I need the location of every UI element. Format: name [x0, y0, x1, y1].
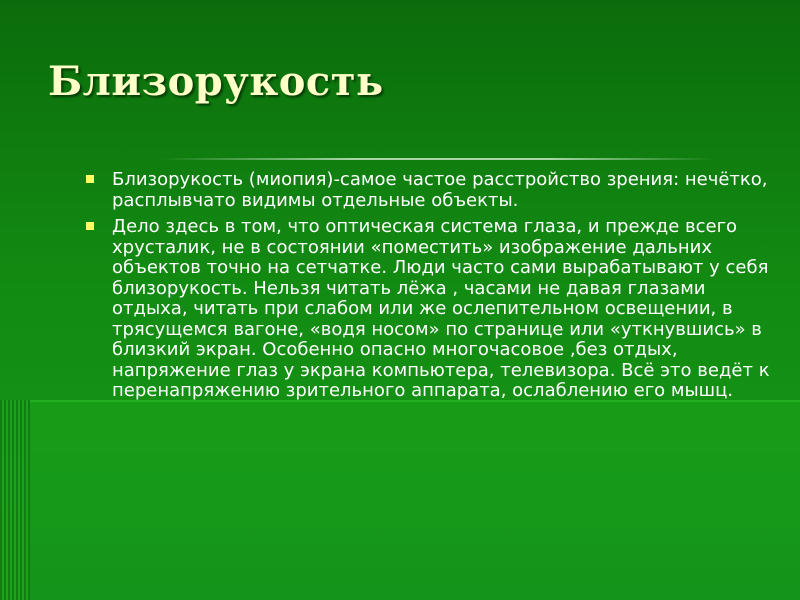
title-divider — [160, 158, 715, 160]
list-item — [86, 217, 776, 402]
bullet-text: Близорукость (миопия)-самое частое расстройство зрения: нечётко, расплывчато видимы отдельные объекты. — [112, 169, 768, 211]
square-bullet-icon — [86, 222, 94, 230]
bullet-list — [86, 170, 776, 408]
slide-title: Близорукость — [48, 58, 384, 105]
list-item — [86, 170, 776, 211]
square-bullet-icon — [86, 175, 94, 183]
decorative-band — [30, 400, 800, 600]
bullet-text: Дело здесь в том, что оптическая система глаза, и прежде всего хрусталик, не в состоянии «поместить» изображение дальних объектов точно на сетчатке. Люди часто сами вырабатывают у себя близорукость. Нельзя читать лёжа , часами не давая глазами отдыха, читать при слабом или же ослепительном освещении, в трясущемся вагоне, «водя носом» по странице или «уткнувшись» в близкий экран. Особенно опасно многочасовое ,без отдых, напряжение глаз у экрана компьютера, телевизора. Всё это ведёт к перенапряжению зрительного аппарата, ослаблению его мышц. — [112, 216, 770, 401]
decorative-stripes — [0, 400, 30, 600]
